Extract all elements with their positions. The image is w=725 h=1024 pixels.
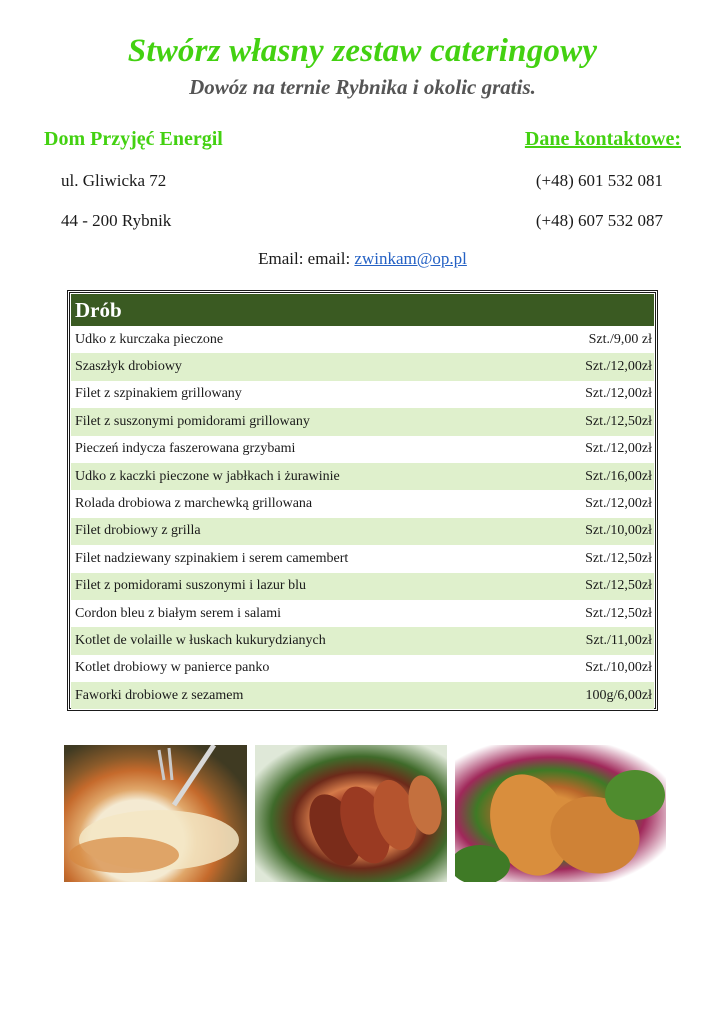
menu-item-row bbox=[71, 463, 654, 490]
menu-item-price: Szt./16,00zł bbox=[585, 468, 652, 484]
menu-item-name: Rolada drobiowa z marchewką grillowana bbox=[75, 496, 313, 512]
menu-item-name: Faworki drobiowe z sezamem bbox=[75, 687, 244, 703]
menu-item-price: Szt./9,00 zł bbox=[588, 331, 652, 347]
menu-item-row bbox=[71, 600, 654, 627]
menu-item-name: Filet drobiowy z grilla bbox=[75, 523, 201, 539]
menu-item-price: Szt./12,50zł bbox=[585, 550, 652, 566]
menu-item-name: Pieczeń indycza faszerowana grzybami bbox=[75, 441, 296, 457]
menu-item-row bbox=[71, 436, 654, 463]
food-photo-cheese-cutlet bbox=[64, 745, 247, 882]
duck-slices-icon bbox=[255, 745, 447, 882]
fork-icon bbox=[64, 745, 247, 882]
menu-item-price: Szt./11,00zł bbox=[585, 632, 652, 648]
menu-item-row bbox=[71, 408, 654, 435]
menu-item-row bbox=[71, 655, 654, 682]
menu-item-price: Szt./12,50zł bbox=[585, 578, 652, 594]
menu-item-name: Kotlet drobiowy w panierce panko bbox=[75, 660, 270, 676]
menu-item-price: Szt./12,00zł bbox=[585, 496, 652, 512]
menu-item-price: 100g/6,00zł bbox=[585, 687, 652, 703]
menu-item-row bbox=[71, 545, 654, 572]
address-city: 44 - 200 Rybnik bbox=[61, 211, 172, 230]
food-photo-sliced-duck bbox=[255, 745, 447, 882]
menu-item-row bbox=[71, 573, 654, 600]
menu-item-row bbox=[71, 490, 654, 517]
phone-number-2: (+48) 607 532 087 bbox=[535, 211, 663, 230]
page-subtitle: Dowóz na ternie Rybnika i okolic gratis. bbox=[189, 75, 536, 99]
menu-item-price: Szt./10,00zł bbox=[585, 660, 652, 676]
menu-item-price: Szt./12,00zł bbox=[585, 386, 652, 402]
menu-rows bbox=[71, 326, 654, 709]
menu-item-price: Szt./10,00zł bbox=[585, 523, 652, 539]
company-name: Dom Przyjęć Energil bbox=[44, 128, 223, 150]
menu-item-price: Szt./12,50zł bbox=[585, 413, 652, 429]
menu-item-name: Kotlet de volaille w łuskach kukurydzianych bbox=[75, 632, 326, 648]
fried-chicken-icon bbox=[455, 745, 666, 882]
menu-item-price: Szt./12,00zł bbox=[585, 359, 652, 375]
menu-table bbox=[67, 290, 658, 711]
menu-item-row bbox=[71, 353, 654, 380]
contact-heading: Dane kontaktowe: bbox=[524, 128, 681, 150]
email-link[interactable]: zwinkam@op.pl bbox=[354, 249, 467, 268]
menu-item-row bbox=[71, 682, 654, 709]
menu-category-header: Drób bbox=[71, 294, 654, 326]
menu-item-name: Filet z pomidorami suszonymi i lazur blu bbox=[75, 578, 306, 594]
menu-item-name: Udko z kurczaka pieczone bbox=[75, 331, 224, 347]
menu-item-name: Szaszłyk drobiowy bbox=[75, 359, 182, 375]
menu-item-name: Filet nadziewany szpinakiem i serem camembert bbox=[75, 550, 349, 566]
food-photo-fried-chicken bbox=[455, 745, 666, 882]
menu-item-name: Filet z szpinakiem grillowany bbox=[75, 386, 242, 402]
menu-item-row bbox=[71, 518, 654, 545]
menu-item-price: Szt./12,50zł bbox=[585, 605, 652, 621]
menu-item-row bbox=[71, 381, 654, 408]
menu-item-name: Udko z kaczki pieczone w jabłkach i żurawinie bbox=[75, 468, 340, 484]
phone-number-1: (+48) 601 532 081 bbox=[535, 171, 663, 190]
page-title: Stwórz własny zestaw cateringowy bbox=[127, 33, 598, 69]
address-street: ul. Gliwicka 72 bbox=[61, 171, 167, 190]
menu-item-row bbox=[71, 326, 654, 353]
email-label: Email: email: bbox=[258, 249, 351, 268]
menu-item-row bbox=[71, 627, 654, 654]
menu-item-price: Szt./12,00zł bbox=[585, 441, 652, 457]
email-line bbox=[0, 249, 725, 269]
menu-item-name: Filet z suszonymi pomidorami grillowany bbox=[75, 413, 310, 429]
menu-item-name: Cordon bleu z białym serem i salami bbox=[75, 605, 282, 621]
